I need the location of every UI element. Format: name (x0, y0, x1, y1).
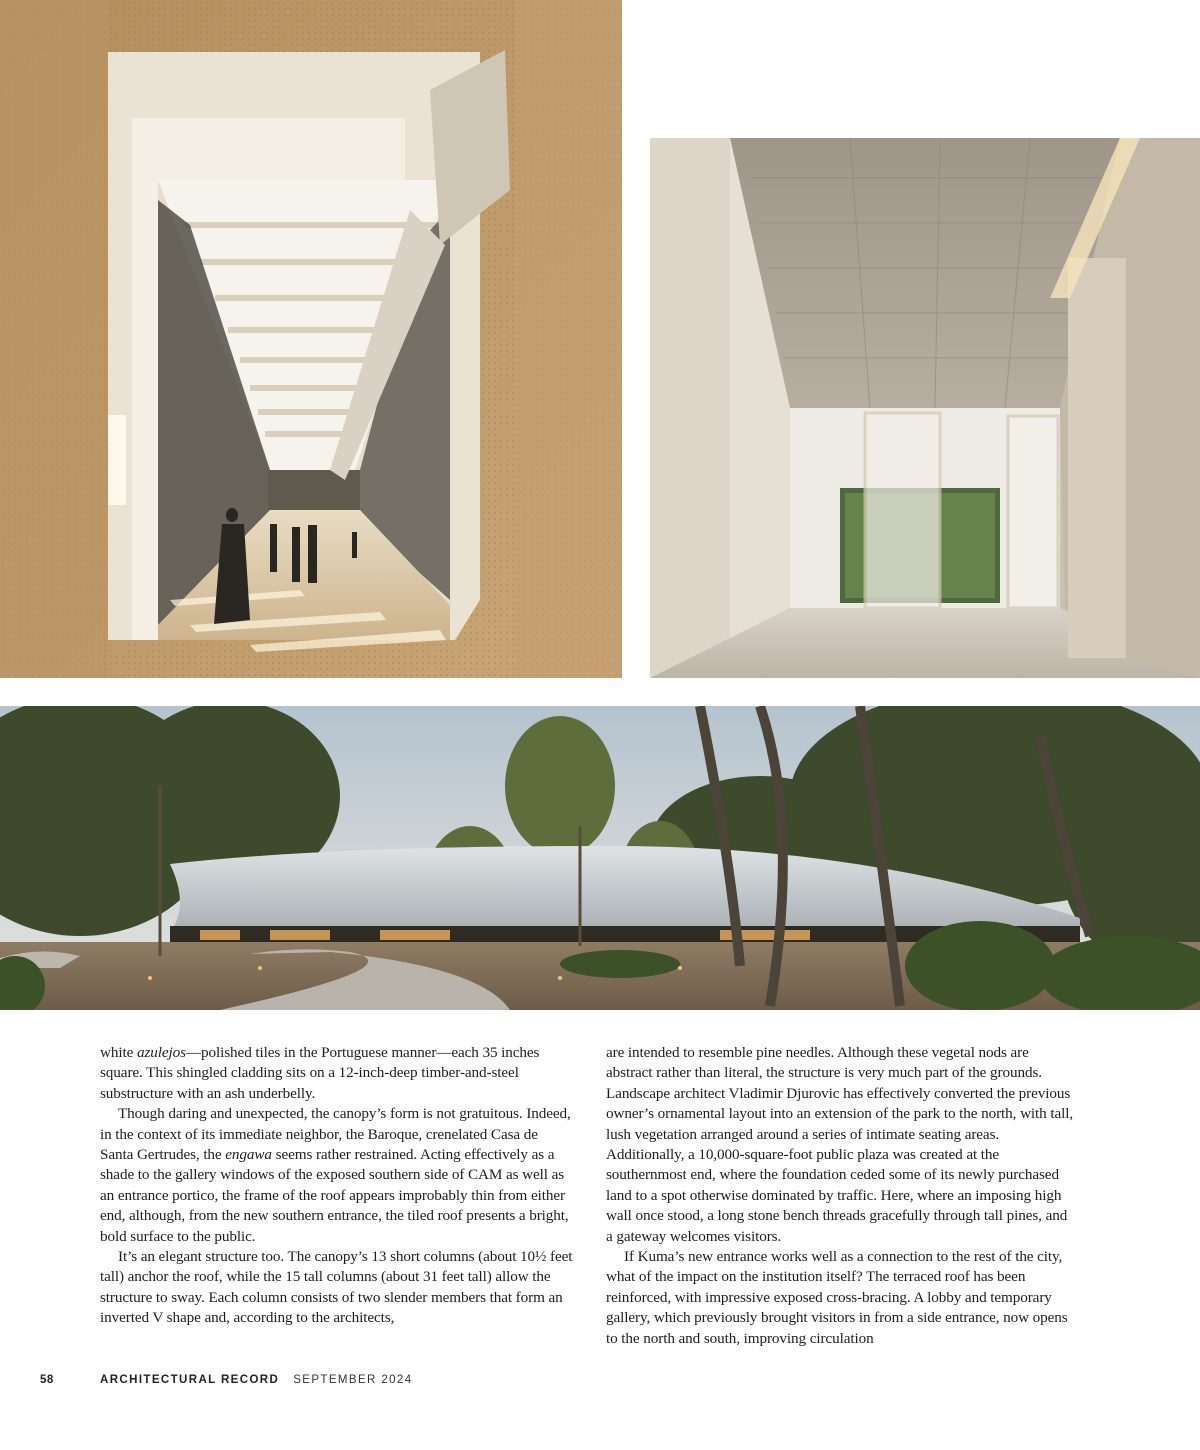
issue-date: SEPTEMBER 2024 (293, 1374, 413, 1386)
photo-gallery-corridor (0, 0, 622, 678)
paragraph: If Kuma’s new entrance works well as a connection to the rest of the city, what of the impact on the institution itself? The terraced roof has been reinforced, with impressive exposed cross-bracing. A lobby and temporary gallery, which previously brought visitors in from a side entrance, now opens to the north and south, improving circulation (606, 1248, 1068, 1347)
paragraph: are intended to resemble pine needles. Although these vegetal nods are abstract rather than literal, the structure is very much part of the grounds. Landscape architect Vladimir Djurovic has effectively converted the previous owner’s ornamental layout into an extension of the park to the north, with tall, lush vegetation arranged around a series of intimate seating areas. Additionally, a 10,000-square-foot public plaza was created at the southernmost end, where the foundation ceded some of its newly purchased land to a spot otherwise dominated by traffic. Here, where an imposing high wall once stood, a long stone bench threads gracefully through tall pines, and a gateway welcomes visitors. (606, 1044, 1074, 1245)
article-column-left (100, 1043, 574, 1329)
paragraph: white azulejos—polished tiles in the Portuguese manner—each 35 inches square. This shingled cladding sits on a 12-inch-deep timber-and-steel substructure with an ash underbelly. (100, 1044, 540, 1102)
photo-canopy-landscape (0, 706, 1200, 1010)
magazine-name: ARCHITECTURAL RECORD (100, 1374, 280, 1386)
paragraph: It’s an elegant structure too. The canopy’s 13 short columns (about 10½ feet tall) anchor the roof, while the 15 tall columns (about 31 feet tall) allow the structure to sway. Each column consists of two slender members that form an inverted V shape and, according to the architects, (100, 1248, 573, 1327)
page-footer (40, 1371, 413, 1389)
photo-interior-room (650, 138, 1200, 678)
page-number: 58 (40, 1374, 54, 1386)
article-column-right (606, 1043, 1076, 1349)
paragraph: Though daring and unexpected, the canopy’s form is not gratuitous. Indeed, in the context of its immediate neighbor, the Baroque, crenelated Casa de Santa Gertrudes, the engawa seems rather restrained. Acting effectively as a shade to the gallery windows of the exposed southern side of CAM as well as an entrance portico, the frame of the roof appears improbably thin from either end, although, from the new southern entrance, the tiled roof presents a bright, bold surface to the public. (100, 1105, 571, 1245)
